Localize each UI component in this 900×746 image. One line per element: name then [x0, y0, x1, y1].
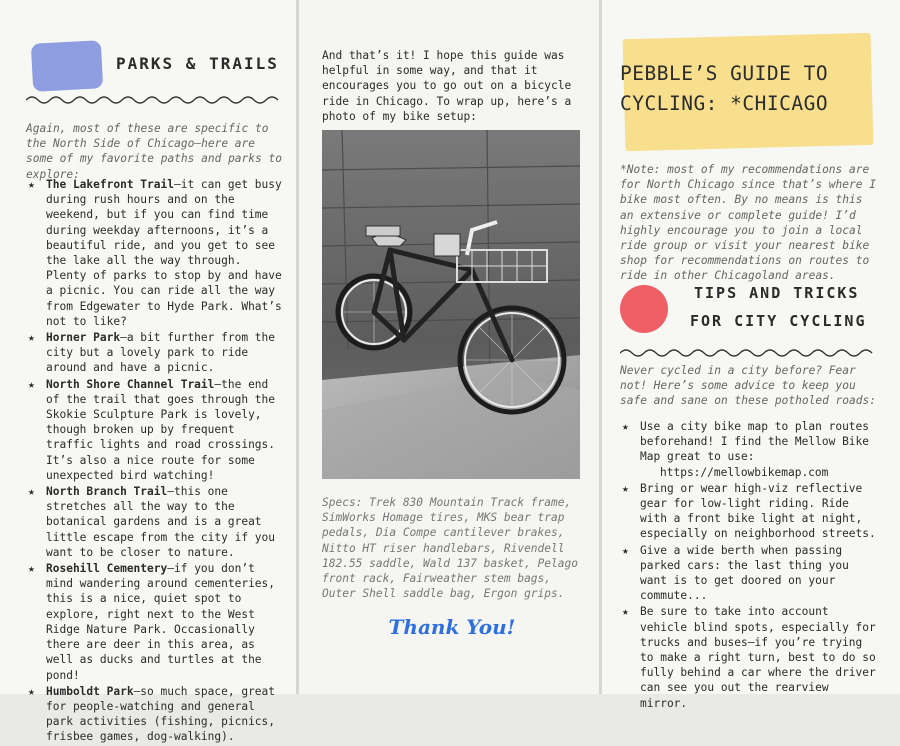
park-name: The Lakefront Trail	[46, 178, 174, 191]
list-item	[620, 419, 882, 480]
park-description: —the end of the trail that goes through the Skokie Sculpture Park is lovely, though broken up by frequent traffic lights and road crossings. It’s also a nice route for some unexpected bird watching!	[46, 377, 276, 482]
list-item	[26, 484, 288, 560]
squiggle-divider	[620, 347, 878, 359]
list-item	[26, 561, 288, 683]
park-description: —it can get busy during rush hours and on the weekend, but if you can find time during weekday afternoons, it’s a beautiful ride, and you get to see the lake all the way through. Plenty of parks to stop by and have a picnic. You can ride all the way from Edgewater to Hyde Park. What’s not to like?	[46, 178, 282, 328]
park-description: —this one stretches all the way to the botanical gardens and is a great little escape from the city if you want to be closer to nature.	[46, 485, 276, 559]
squiggle-divider	[26, 94, 284, 106]
star-icon: ★	[622, 420, 629, 433]
star-icon: ★	[28, 331, 35, 345]
park-description: —so much space, great for people-watching and general park activities (fishing, picnics, frisbee games, dog-walking).	[46, 684, 276, 744]
tip-text: Use a city bike map to plan routes beforehand! I find the Mellow Bike Map great to use:	[640, 420, 870, 464]
list-item	[26, 330, 288, 376]
star-icon: ★	[622, 543, 629, 557]
park-name: Humboldt Park	[46, 684, 134, 698]
blue-blob-decoration	[31, 40, 103, 92]
tip-text: Bring or wear high-viz reflective gear for low-light riding. Ride with a front bike light at night, especially on neighborhood streets.	[640, 481, 876, 541]
bike-specs: Specs: Trek 830 Mountain Track frame, SimWorks Homage tires, MKS bear trap pedals, Dia Compe cantilever brakes, Nitto HT riser handlebars, Rivendell 182.55 saddle, Wald 137 basket, Pelago front rack, Fairweather stem bags, Outer Shell saddle bag, Ergon grips.	[322, 496, 578, 601]
park-name: Rosehill Cementery	[46, 562, 168, 576]
star-icon: ★	[28, 485, 35, 499]
closing-intro: And that’s it! I hope this guide was helpful in some way, and that it encourages you to go out on a bicycle ride in Chicago. To wrap up, here’s a photo of my bike setup:	[322, 49, 572, 123]
park-name: North Shore Channel Trail	[46, 377, 215, 391]
parks-trails-heading: PARKS & TRAILS	[116, 54, 279, 73]
tip-text: Be sure to take into account vehicle blind spots, especially for trucks and buses—if you’re trying to make a right turn, best to do so fully behind a car where the driver can see you out the rearview mirror.	[640, 605, 876, 710]
park-description: —a bit further from the city but a lovely park to ride around and have a picnic.	[46, 331, 276, 375]
thank-you-stamp	[372, 606, 532, 646]
list-item	[620, 543, 882, 604]
guide-title-line2: CYCLING: *CHICAGO	[620, 92, 829, 115]
parks-intro: Again, most of these are specific to the North Side of Chicago—here are some of my favorite paths and parks to explore:	[26, 122, 282, 181]
tips-heading-line1: TIPS AND TRICKS	[694, 284, 860, 302]
star-icon: ★	[622, 481, 629, 495]
list-item	[620, 604, 882, 710]
tips-intro: Never cycled in a city before? Fear not! Here’s some advice to keep you safe and sane on these potholed roads:	[620, 364, 876, 408]
tips-heading-line2: FOR CITY CYCLING	[690, 312, 867, 330]
parks-list	[26, 177, 288, 746]
tips-list	[620, 419, 882, 712]
guide-title-line1: PEBBLE’S GUIDE TO	[620, 62, 829, 85]
star-icon: ★	[622, 605, 629, 619]
list-item	[26, 177, 288, 329]
park-name: Horner Park	[46, 331, 121, 345]
mellow-bike-map-link[interactable]: https://mellowbikemap.com	[660, 465, 829, 479]
star-icon: ★	[28, 377, 35, 391]
park-name: North Branch Trail	[46, 485, 168, 499]
tip-text: Give a wide berth when passing parked cars: the last thing you want is to get doored on your commute...	[640, 543, 849, 603]
list-item	[620, 481, 882, 542]
red-circle-decoration	[620, 285, 668, 333]
bike-photo	[322, 130, 580, 479]
star-icon: ★	[28, 684, 35, 698]
thank-you-text: Thank You!	[388, 615, 516, 639]
star-icon: ★	[28, 178, 35, 191]
list-item	[26, 684, 288, 745]
note-paragraph: *Note: most of my recommendations are for North Chicago since that’s where I bike most often. By no means is this an extensive or complete guide! I’d highly encourage you to join a local ride group or visit your nearest bike shop for recommendations on routes to ride in other Chicagoland areas.	[620, 163, 876, 283]
park-description: —if you don’t mind wandering around cementeries, this is a nice, quiet spot to explore, right next to the West Ridge Nature Park. Occasionally there are deer in this area, as well as ducks and turtles at the pond!	[46, 562, 276, 682]
star-icon: ★	[28, 562, 35, 576]
list-item	[26, 377, 288, 483]
